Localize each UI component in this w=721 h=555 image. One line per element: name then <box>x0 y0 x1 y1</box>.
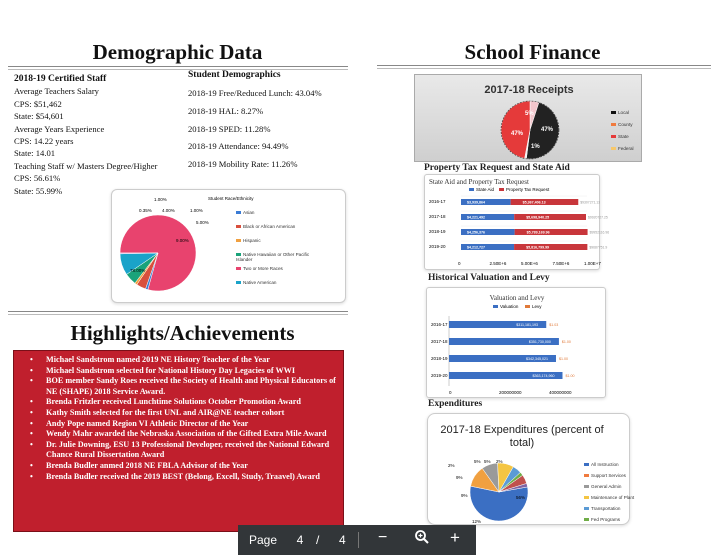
state-aid-value: $4,212,727 <box>467 245 485 250</box>
student-demographic-line: 2018-19 Attendance: 94.49% <box>188 141 289 152</box>
page-label: Page <box>249 533 278 547</box>
exp-label-7: 56% <box>516 495 526 500</box>
legend-swatch-levy <box>525 305 530 308</box>
student-demographic-line: 2018-19 HAL: 8.27% <box>188 106 264 116</box>
receipts-svg <box>415 75 643 163</box>
valuation-value: $351,730,000 <box>528 340 551 344</box>
race-label-7: 78.00% <box>130 268 146 273</box>
highlight-item: • Wendy Mahr awarded the Nebraska Association of the Gifted Extra Mile Award <box>30 429 337 440</box>
levy-value: $1.00 <box>558 357 568 361</box>
race-label-6: 9.00% <box>176 238 189 243</box>
certified-staff-line: CPS: $51,462 <box>14 98 62 109</box>
certified-staff-line: CPS: 56.61% <box>14 173 61 184</box>
certified-staff-line: Average Years Experience <box>14 123 105 134</box>
legend-state-aid: State Aid <box>476 187 495 192</box>
legend-swatch-valuation <box>493 305 498 308</box>
legend-swatch <box>236 281 241 284</box>
highlight-item: • Andy Pope named Region VI Athletic Director of the Year <box>30 419 337 430</box>
certified-staff-heading: 2018-19 Certified Staff <box>14 74 107 84</box>
legend-label: Asian <box>243 210 255 215</box>
legend-label: Maintenance of Plant <box>591 495 635 500</box>
toolbar-divider <box>358 532 359 548</box>
state-aid-value: $3,939,864 <box>467 200 485 205</box>
levy-value: $1.00 <box>565 374 575 378</box>
legend-label: Black or African American <box>243 224 296 229</box>
certified-staff-line: CPS: 14.22 years <box>14 136 74 147</box>
expenditures-title-part: total) <box>509 437 535 449</box>
axis-tick: 7.50E+6 <box>552 261 570 266</box>
legend-label: Native American <box>243 280 277 285</box>
year-label: 2018-19 <box>431 356 448 361</box>
total-value: $9952116.96 <box>589 230 610 235</box>
page-separator: / <box>316 533 320 547</box>
expenditures-title-part: 2017-18 Expenditures (percent of <box>440 424 604 436</box>
total-pages: 4 <box>339 533 346 547</box>
valuation-chart-title: Valuation and Levy <box>489 294 545 302</box>
legend-label: General Admin <box>591 484 622 489</box>
highlight-item: • BOE member Sandy Roes received the Society of Health and Physical Educators of NE (SHAPE) 2018 Service Award. <box>30 376 337 397</box>
total-value: $9307271.13 <box>580 200 601 205</box>
total-value: $9920727.25 <box>587 215 608 220</box>
divider <box>377 65 711 69</box>
legend-tax-request: Property Tax Request <box>506 187 550 192</box>
highlight-item: • Brenda Fritzler received Lunchtime Solutions October Promotion Award <box>30 397 337 408</box>
axis-tick: 0 <box>449 390 452 395</box>
legend-swatch-tax <box>499 188 504 191</box>
legend-item <box>611 146 634 151</box>
axis-tick: 5.00E+6 <box>521 261 538 266</box>
legend-item <box>236 280 316 285</box>
legend-swatch <box>611 147 616 150</box>
axis-tick: 2.50E+6 <box>489 261 507 266</box>
student-demographic-line: 2018-19 Free/Reduced Lunch: 43.04% <box>188 88 322 99</box>
student-demographics <box>188 69 322 173</box>
legend-swatch <box>584 518 589 521</box>
highlight-item: • Dr. Julie Downing, ESU 13 Professional Developer, received the National Edward Chance Rural Dissertation Award <box>30 440 337 461</box>
certified-staff-line: State: $54,601 <box>14 111 64 122</box>
axis-tick: 400000000 <box>549 390 572 395</box>
tax-request-value: $5,789,169.96 <box>526 230 550 235</box>
certified-staff-line: State: 14.01 <box>14 148 56 159</box>
legend-item <box>584 495 634 500</box>
legend-item <box>236 266 316 271</box>
receipts-chart <box>414 74 642 162</box>
valuation-value: $363,174,960 <box>532 374 555 378</box>
legend-label: Native Hawaiian or Other Pacific Islander <box>236 252 310 262</box>
property-tax-svg <box>425 175 610 271</box>
receipts-title: 2017-18 Receipts <box>484 84 574 96</box>
highlight-item: • Kathy Smith selected for the first UNL and AIR@NE teacher cohort <box>30 408 337 419</box>
highlight-item: • Brenda Budler received the 2019 BEST (Belong, Excell, Study, Traavel) Award <box>30 472 337 483</box>
valuation-chart <box>426 287 606 398</box>
race-label-1: 1.00% <box>154 197 167 202</box>
expenditures-chart <box>427 413 635 525</box>
tax-request-value: $5,698,940.25 <box>526 215 550 220</box>
legend-swatch <box>236 211 241 214</box>
exp-label-4: 2% <box>496 459 503 464</box>
highlights-title: Highlights/Achievements <box>70 321 295 345</box>
legend-swatch <box>236 253 241 256</box>
pdf-page-toolbar <box>238 525 476 555</box>
state-aid-value: $4,221,492 <box>467 215 485 220</box>
legend-swatch <box>584 463 589 466</box>
legend-item <box>584 473 626 478</box>
year-label: 2019-20 <box>429 244 446 249</box>
pie-slice <box>501 101 530 158</box>
student-demographic-line: 2018-19 SPED: 11.28% <box>188 123 271 134</box>
tax-request-bar <box>514 244 587 250</box>
legend-label: All Instruction <box>591 462 619 467</box>
legend-label: Local <box>618 110 629 115</box>
certified-staff <box>14 73 157 197</box>
divider <box>8 311 348 315</box>
legend-item <box>611 122 633 127</box>
race-label-3: 4.00% <box>162 208 175 213</box>
highlights-box <box>13 350 344 532</box>
exp-label-1: 5% <box>474 459 481 464</box>
legend-label: County <box>618 122 633 127</box>
zoom-out-button[interactable]: − <box>378 529 388 546</box>
receipts-label-3: 47% <box>541 127 554 133</box>
legend-swatch <box>584 474 589 477</box>
valuation-value: $311,181,193 <box>516 323 538 327</box>
receipts-label-1: 5% <box>525 111 534 117</box>
valuation-label: Historical Valuation and Levy <box>428 273 550 283</box>
demographic-title: Demographic Data <box>92 40 263 64</box>
race-label-2: 0.35% <box>139 208 152 213</box>
highlight-item: • Michael Sandstrom named 2019 NE History Teacher of the Year <box>30 355 337 366</box>
year-label: 2019-20 <box>431 373 448 378</box>
legend-swatch <box>584 507 589 510</box>
legend-label: Fed Programs <box>591 517 621 522</box>
tax-request-value: $5,816,799.99 <box>526 245 550 250</box>
year-label: 2017-18 <box>431 339 448 344</box>
legend-swatch <box>236 267 241 270</box>
legend-item <box>236 252 316 262</box>
highlights-list <box>30 355 337 482</box>
tax-request-bar <box>515 229 588 235</box>
zoom-magnifier-icon <box>414 529 430 545</box>
race-chart-title: Student Race/Ethnicity <box>208 196 254 201</box>
receipts-label-4: 1% <box>531 144 540 150</box>
valuation-svg <box>427 288 607 399</box>
legend-swatch <box>236 239 241 242</box>
zoom-in-button[interactable]: + <box>450 528 460 547</box>
finance-title: School Finance <box>464 40 601 64</box>
year-label: 2016-17 <box>431 322 448 327</box>
legend-swatch <box>611 111 616 114</box>
certified-staff-line: Teaching Staff w/ Masters Degree/Higher <box>14 160 158 171</box>
legend-swatch <box>611 123 616 126</box>
state-aid-value: $4,256,376 <box>467 230 485 235</box>
expenditures-label: Expenditures <box>428 399 483 409</box>
valuation-value: $342,345,021 <box>525 357 548 361</box>
student-demographics-heading: Student Demographics <box>188 70 281 80</box>
axis-tick: 0 <box>458 261 461 266</box>
legend-item <box>611 134 629 139</box>
legend-item <box>584 462 619 467</box>
expenditures-title-line1 <box>440 424 604 449</box>
student-demographic-line: 2018-19 Mobility Rate: 11.26% <box>188 158 298 169</box>
legend-valuation: Valuation <box>500 304 519 309</box>
year-label: 2017-18 <box>429 214 446 219</box>
axis-tick: 200000000 <box>499 390 522 395</box>
legend-item <box>236 238 316 243</box>
legend-item <box>611 110 629 115</box>
year-label: 2016-17 <box>429 199 446 204</box>
tax-request-bar <box>514 214 586 220</box>
highlight-item: • Brenda Budler anmed 2018 NE FBLA Advisor of the Year <box>30 461 337 472</box>
highlight-item: • Michael Sandstrom selected for National History Day Legacies of WWI <box>30 366 337 377</box>
property-tax-chart-title: State Aid and Property Tax Request <box>429 178 529 186</box>
legend-swatch-state-aid <box>469 188 474 191</box>
race-chart-svg <box>112 190 347 304</box>
legend-item <box>584 484 621 489</box>
legend-label: Federal <box>618 146 634 151</box>
zoom-fit-button[interactable] <box>414 529 430 549</box>
certified-staff-list <box>14 85 157 197</box>
legend-label: Hispanic <box>243 238 261 243</box>
legend-label: Transportation <box>591 506 621 511</box>
axis-tick: 1.00E+7 <box>584 261 601 266</box>
year-label: 2018-19 <box>429 229 446 234</box>
exp-label-6: 9% <box>461 493 468 498</box>
levy-value: $1.03 <box>549 323 559 327</box>
legend-swatch <box>236 225 241 228</box>
race-label-5: 5.00% <box>196 220 209 225</box>
student-demographics-list <box>188 85 322 173</box>
legend-item <box>236 224 316 229</box>
legend-item <box>584 506 620 511</box>
legend-label: Two or More Races <box>243 266 283 271</box>
exp-label-3: 5% <box>484 459 491 464</box>
legend-swatch <box>584 485 589 488</box>
property-tax-chart <box>424 174 610 270</box>
legend-swatch <box>611 135 616 138</box>
total-value: $9687751.9 <box>589 245 608 250</box>
exp-label-2: 2% <box>448 463 455 468</box>
legend-swatch <box>584 496 589 499</box>
legend-item <box>584 517 620 522</box>
race-ethnicity-chart <box>111 189 346 303</box>
exp-label-8: 12% <box>472 519 482 524</box>
exp-label-5: 9% <box>456 475 463 480</box>
legend-levy: Levy <box>532 304 542 309</box>
certified-staff-line: Average Teachers Salary <box>14 86 99 97</box>
legend-label: State <box>618 134 629 139</box>
legend-label: Support Services <box>591 473 626 478</box>
certified-staff-line: State: 55.99% <box>14 185 63 196</box>
legend-item <box>236 210 316 215</box>
current-page-input[interactable]: 4 <box>296 533 304 547</box>
levy-value: $1.00 <box>561 340 571 344</box>
tax-request-value: $5,367,406.13 <box>522 200 546 205</box>
property-tax-label: Property Tax Request and State Aid <box>424 163 570 173</box>
receipts-label-2: 47% <box>511 131 524 137</box>
race-label-4: 1.00% <box>190 208 203 213</box>
